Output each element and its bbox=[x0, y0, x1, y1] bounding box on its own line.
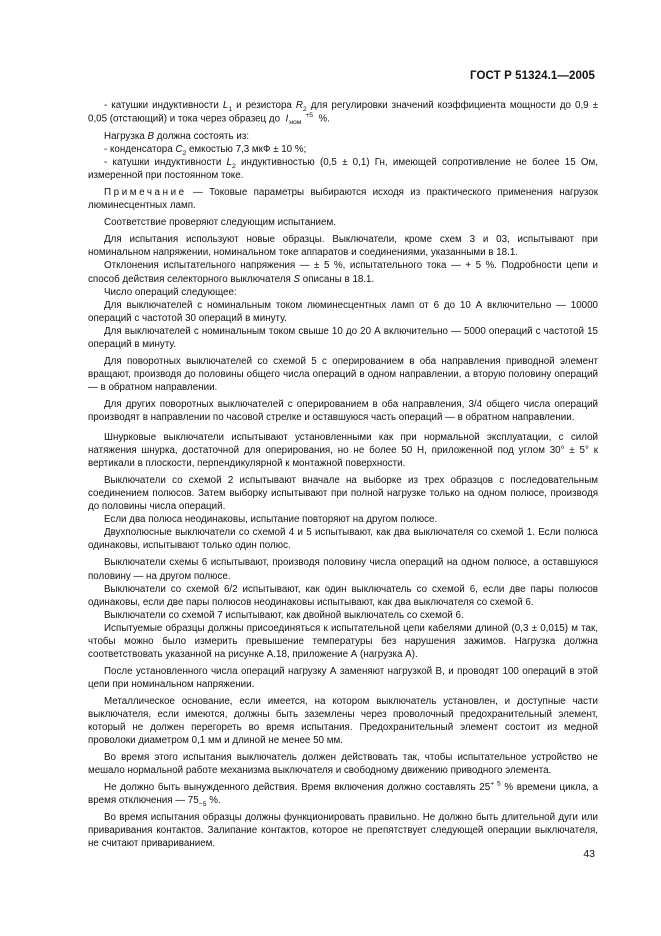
paragraph-scheme6: Выключатели схемы 6 испытывают, производя половину числа операций на одном полюсе, а оставшуюся половину — на другом полюсе. bbox=[88, 557, 598, 582]
paragraph-scheme7: Выключатели со схемой 7 испытывают, как двойной выключатель со схемой 6. bbox=[104, 609, 464, 621]
page-number: 43 bbox=[583, 848, 595, 860]
paragraph-capacitor: - конденсатора $C_2$ емкостью 7,3 мкФ ± 10 %; bbox=[104, 144, 307, 158]
paragraph-load-replace: После установленного числа операций нагрузку А заменяют нагрузкой В, и проводят 100 операций в этой цепи при номинальном напряжении. bbox=[88, 665, 598, 690]
paragraph-inductor-resistor: - катушки индуктивности $L_1$ и резистора $R_2$ для регулировки значений коэффициента мощности до 0,9 ± 0,05 (отстающий) и тока через образец до I +5 ном %. bbox=[88, 100, 598, 127]
paragraph-new-samples: Для испытания используют новые образцы. Выключатели, кроме схем 3 и 03, испытывают при номинальном напряжении, номинальном токе аппаратов и соединениями, указанными в 18.1. bbox=[88, 234, 598, 259]
note-paragraph: Примечание — Токовые параметры выбираются исходя из практического применения нагрузок люминесцентных ламп. bbox=[88, 187, 598, 212]
document-header-title: ГОСТ Р 51324.1—2005 bbox=[470, 70, 595, 82]
paragraph-rotary-scheme5: Для поворотных выключателей со схемой 5 с оперированием в оба направления приводной элемент вращают, производя до половины общего числа операций в одном направлении, а вторую половину операций — в обратном направлении. bbox=[88, 355, 598, 393]
paragraph-load-b: Нагрузка В должна состоять из: bbox=[104, 131, 250, 143]
paragraph-scheme2: Выключатели со схемой 2 испытывают вначале на выборке из трех образцов с последовательным соединением полюсов. Затем выборку испытывают при полной нагрузке только на одном полюсе, производя до половины числа операций. bbox=[88, 475, 598, 513]
paragraph-two-pole: Двухполюсные выключатели со схемой 4 и 5 испытывают, как два выключателя со схемой 1. Если полюса одинаковы, испытывают только один полюс. bbox=[88, 527, 598, 552]
paragraph-operations-count: Число операций следующее: bbox=[104, 286, 237, 298]
paragraph-metal-base: Металлическое основание, если имеется, на котором выключатель установлен, и доступные части выключателя, если имеются, должны быть заземлены через проволочный предохранительный элемент, который не должен перегореть во время испытания. Предохранительный элемент состоит из медной проволоки диаметром 0,1 мм и длиной не менее 50 мм. bbox=[88, 695, 598, 747]
paragraph-test-cables: Испытуемые образцы должны присоединяться к испытательной цепи кабелями длиной (0,3 ± 0,015) м так, чтобы можно было измерить превышение температуры без нарушения зажимов. Нагрузка должна соответствовать указанной на рисунке А.18, приложение А (нагрузка А). bbox=[88, 622, 598, 660]
note-label: Примечание bbox=[104, 187, 187, 199]
paragraph-scheme6-2: Выключатели со схемой 6/2 испытывают, как один выключатель со схемой 6, если две пары полюсов одинаковы, если две пары полюсов неодинаковы испытывают, как два выключателя со схемой 6. bbox=[88, 583, 598, 608]
paragraph-compliance: Соответствие проверяют следующим испытанием. bbox=[104, 217, 336, 229]
paragraph-rotary-other: Для других поворотных выключателей с оперированием в оба направления, 3/4 общего числа операций производят в направлении по часовой стрелке и оставшуюся часть операций — в обратном направлении. bbox=[88, 398, 598, 423]
paragraph-6-10a: Для выключателей с номинальным током люминесцентных ламп от 6 до 10 А включительно — 10000 операций с частотой 30 операций в минуту. bbox=[88, 299, 598, 324]
paragraph-test-device: Во время этого испытания выключатель должен действовать так, чтобы испытательное устройство не мешало нормальной работе механизма выключателя и свободному движению приводного элемента. bbox=[88, 752, 598, 777]
paragraph-switching-time: Не должно быть вынужденного действия. Время включения должно составлять $25^{+ 5}$ % времени цикла, а время отключения — $75_{-5}$ %. bbox=[88, 780, 598, 809]
document-body bbox=[88, 99, 598, 850]
paragraph-deviations: Отклонения испытательного напряжения — ± 5 %, испытательного тока — + 5 %. Подробности цепи и способ действия селекторного выключателя S описаны в 18.1. bbox=[88, 260, 598, 285]
paragraph-function-correctly: Во время испытания образцы должны функционировать правильно. Не должно быть длительной дуги или приваривания контактов. Залипание контактов, которое не препятствует следующей операции выключателя, не считают привариванием. bbox=[88, 812, 598, 850]
paragraph-10-20a: Для выключателей с номинальным током свыше 10 до 20 А включительно — 5000 операций с частотой 15 операций в минуту. bbox=[88, 325, 598, 350]
paragraph-poles-unequal: Если два полюса неодинаковы, испытание повторяют на другом полюсе. bbox=[104, 514, 438, 526]
paragraph-inductor-l2: - катушки индуктивности $L_2$ индуктивностью (0,5 ± 0,1) Гн, имеющей сопротивление не более 15 Ом, измеренной при постоянном токе. bbox=[88, 157, 598, 182]
paragraph-cord-switches: Шнурковые выключатели испытывают установленными как при нормальной эксплуатации, с силой натяжения шнурка, достаточной для оперирования, но не более 50 Н, приложенной под углом 30° ± 5° к вертикали в плоскости, перпендикулярной к монтажной поверхности. bbox=[88, 432, 598, 470]
